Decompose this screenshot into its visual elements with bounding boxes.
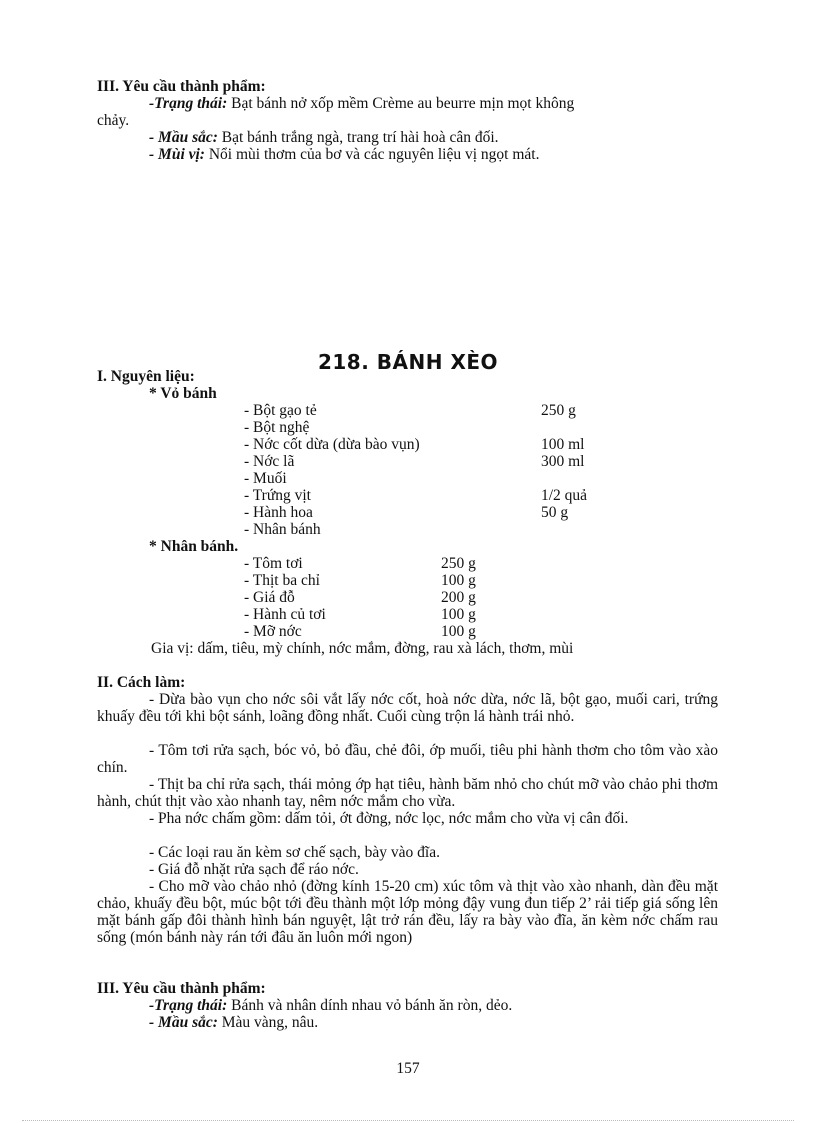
filling-item-name: - Thịt ba chỉ xyxy=(244,572,320,589)
section-heading-top: III. Yêu cầu thành phẩm: xyxy=(97,78,266,95)
shell-item-name: - Nhân bánh xyxy=(244,521,321,538)
filling-item-qty: 200 g xyxy=(441,589,476,606)
method-paragraph: - Dừa bào vụn cho nớc sôi vắt lấy nớc cốt, hoà nớc dừa, nớc lã, bột gạo, muối cari, trứng khuấy đều tới khi bột sánh, loãng đồng nhất. Cuối cùng trộn lá hành trái nhỏ. xyxy=(97,691,718,725)
shell-item-qty: 1/2 quả xyxy=(541,487,588,504)
method-paragraph: - Cho mỡ vào chảo nhỏ (đờng kính 15-20 cm) xúc tôm và thịt vào xào nhanh, dàn đều mặt chảo, khuấy đều bột, múc bột tới đều thành một lớp mỏng đậy vung đun tiếp 2’ rải tiếp giá sống lên mặt bánh gấp đôi thành hình bán nguyệt, lật trở rán đều, lấy ra bày vào đĩa, ăn kèm nớc chấm rau sống (món bánh này rán tới đâu ăn luôn mới ngon) xyxy=(97,878,718,946)
shell-item-name: - Nớc lã xyxy=(244,453,295,470)
filling-item-qty: 100 g xyxy=(441,623,476,640)
method-paragraph: - Các loại rau ăn kèm sơ chế sạch, bày vào đĩa. xyxy=(149,844,440,861)
filling-item-name: - Giá đỗ xyxy=(244,589,295,606)
method-paragraph: - Giá đỗ nhặt rửa sạch để ráo nớc. xyxy=(149,861,359,878)
shell-item-name: - Bột gạo tẻ xyxy=(244,402,317,419)
shell-item-name: - Bột nghệ xyxy=(244,419,310,436)
page-border xyxy=(22,1120,794,1121)
color-label: - Mầu sắc: xyxy=(149,1014,218,1031)
filling-item-name: - Hành củ tơi xyxy=(244,606,326,623)
color-label: - Mầu sắc: xyxy=(149,129,218,146)
state-text: Bạt bánh nở xốp mềm Crème au beurre mịn mọt không xyxy=(227,95,575,112)
recipe-title: 218. BÁNH XÈO xyxy=(317,350,499,374)
filling-heading: * Nhân bánh. xyxy=(149,538,239,555)
shell-item-name: - Muối xyxy=(244,470,287,487)
state-line-top xyxy=(149,95,574,112)
section-heading-bottom: III. Yêu cầu thành phẩm: xyxy=(97,980,266,997)
state-text: Bánh và nhân dính nhau vỏ bánh ăn ròn, dẻo. xyxy=(227,997,513,1014)
method-paragraph: - Tôm tơi rửa sạch, bóc vỏ, bỏ đầu, chẻ đôi, ớp muối, tiêu phi hành thơm cho tôm vào xào chín. xyxy=(97,742,718,776)
color-line-top xyxy=(149,129,499,146)
ingredients-heading: I. Nguyên liệu: xyxy=(97,368,195,385)
filling-item-qty: 100 g xyxy=(441,606,476,623)
state-label: -Trạng thái: xyxy=(149,95,228,112)
method-paragraph: - Thịt ba chỉ rửa sạch, thái mỏng ớp hạt tiêu, hành băm nhỏ cho chút mỡ vào chảo phi thơm hành, chút thịt vào xào nhanh tay, nêm nớc mắm cho vừa. xyxy=(97,776,718,810)
page-number: 157 xyxy=(396,1060,420,1077)
filling-item-qty: 250 g xyxy=(441,555,476,572)
filling-item-qty: 100 g xyxy=(441,572,476,589)
shell-item-qty: 100 ml xyxy=(541,436,585,453)
shell-item-qty: 250 g xyxy=(541,402,576,419)
filling-item-name: - Tôm tơi xyxy=(244,555,303,572)
state-line-bottom xyxy=(149,997,512,1014)
method-heading: II. Cách làm: xyxy=(97,674,186,691)
shell-item-qty: 50 g xyxy=(541,504,569,521)
shell-heading: * Vỏ bánh xyxy=(149,385,217,402)
taste-text: Nổi mùi thơm của bơ và các nguyên liệu vị ngọt mát. xyxy=(204,146,540,163)
taste-label: - Mùi vị: xyxy=(149,146,205,163)
shell-item-name: - Nớc cốt dừa (dừa bào vụn) xyxy=(244,436,420,453)
color-text: Màu vàng, nâu. xyxy=(217,1014,319,1031)
color-text: Bạt bánh trắng ngà, trang trí hài hoà cân đối. xyxy=(217,129,499,146)
color-line-bottom xyxy=(149,1014,318,1031)
taste-line-top xyxy=(149,146,539,163)
shell-item-name: - Hành hoa xyxy=(244,504,313,521)
spices-line: Gia vị: dấm, tiêu, mỳ chính, nớc mắm, đờng, rau xà lách, thơm, mùi xyxy=(151,640,574,657)
shell-item-qty: 300 ml xyxy=(541,453,585,470)
filling-item-name: - Mỡ nớc xyxy=(244,623,302,640)
state-label: -Trạng thái: xyxy=(149,997,228,1014)
shell-item-name: - Trứng vịt xyxy=(244,487,311,504)
method-paragraph: - Pha nớc chấm gồm: dấm tỏi, ớt đờng, nớc lọc, nớc mắm cho vừa vị cân đối. xyxy=(149,810,629,827)
state-cont: chảy. xyxy=(97,112,130,129)
